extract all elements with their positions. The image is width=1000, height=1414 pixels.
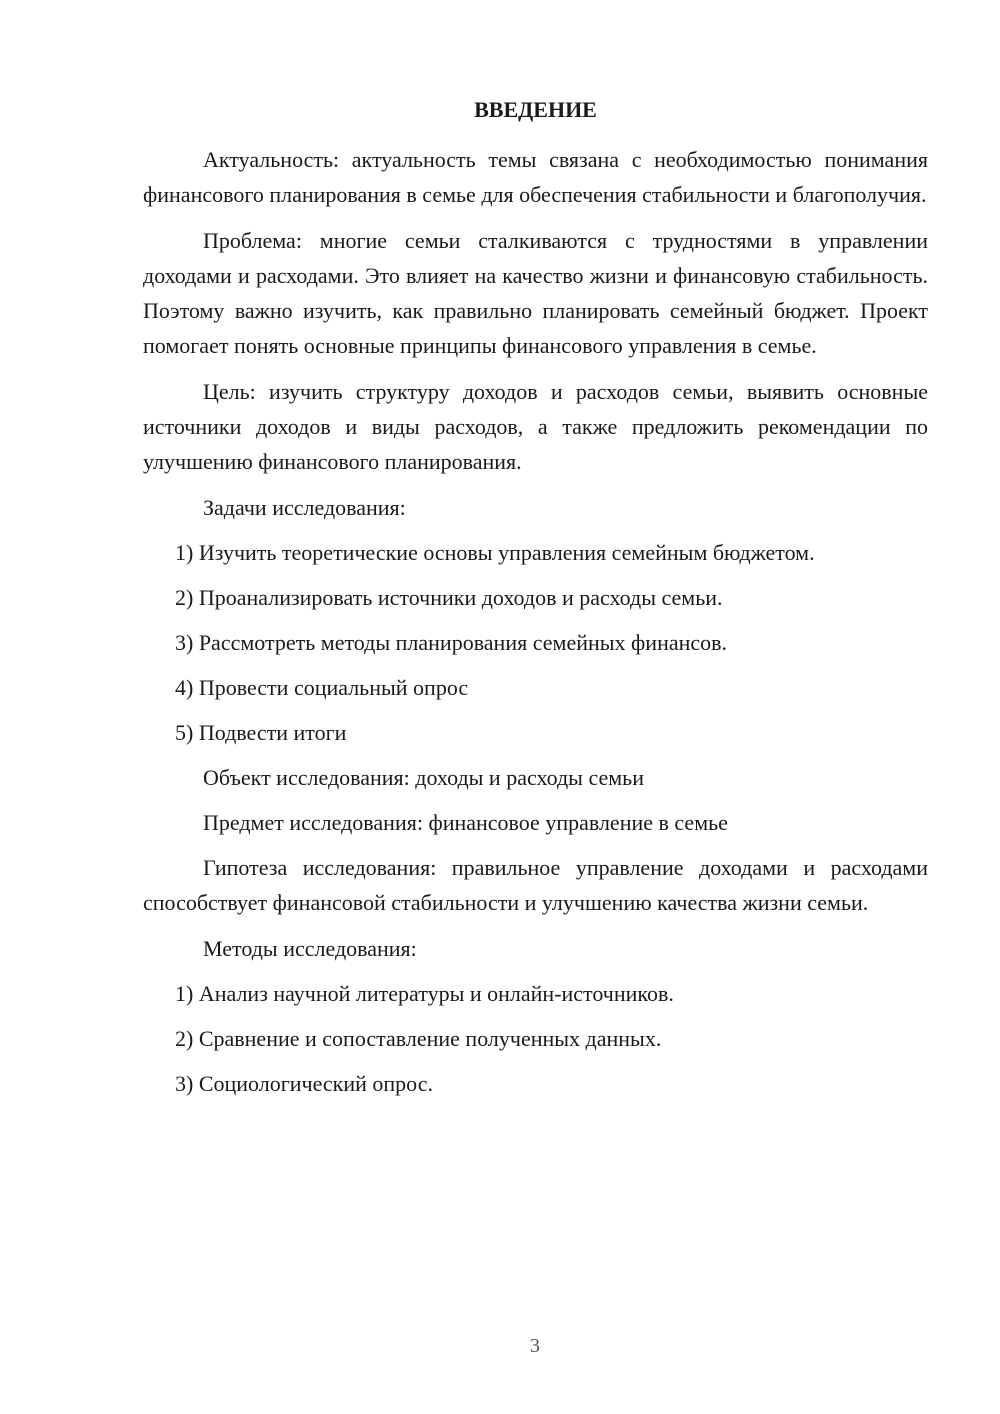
subject-paragraph: Предмет исследования: финансовое управление в семье	[203, 810, 728, 835]
list-item: 1) Изучить теоретические основы управления семейным бюджетом.	[175, 540, 815, 565]
list-item: 2) Проанализировать источники доходов и расходы семьи.	[175, 585, 723, 610]
methods-list	[143, 976, 928, 1101]
list-item: 3) Рассмотреть методы планирования семейных финансов.	[175, 630, 728, 655]
relevance-paragraph: Актуальность: актуальность темы связана с необходимостью понимания финансового планирования в семье для обеспечения стабильности и благополучия.	[143, 147, 928, 207]
tasks-heading: Задачи исследования:	[203, 495, 406, 520]
list-item: 4) Провести социальный опрос	[175, 675, 469, 700]
page-number: 3	[530, 1335, 540, 1357]
object-paragraph: Объект исследования: доходы и расходы семьи	[203, 765, 644, 790]
list-item: 5) Подвести итоги	[175, 720, 347, 745]
methods-heading: Методы исследования:	[203, 936, 417, 961]
document-body	[143, 142, 928, 1111]
tasks-list	[143, 535, 928, 750]
list-item: 2) Сравнение и сопоставление полученных данных.	[175, 1026, 662, 1051]
list-item: 1) Анализ научной литературы и онлайн-источников.	[175, 981, 674, 1006]
list-item: 3) Социологический опрос.	[175, 1071, 433, 1096]
page-title: ВВЕДЕНИЕ	[474, 97, 597, 122]
goal-paragraph: Цель: изучить структуру доходов и расходов семьи, выявить основные источники доходов и виды расходов, а также предложить рекомендации по улучшению финансового планирования.	[143, 379, 928, 474]
problem-paragraph: Проблема: многие семьи сталкиваются с трудностями в управлении доходами и расходами. Это влияет на качество жизни и финансовую стабильность. Поэтому важно изучить, как правильно планировать семейный бюджет. Проект помогает понять основные принципы финансового управления в семье.	[143, 228, 928, 358]
hypothesis-paragraph: Гипотеза исследования: правильное управление доходами и расходами способствует финансовой стабильности и улучшению качества жизни семьи.	[143, 855, 928, 915]
